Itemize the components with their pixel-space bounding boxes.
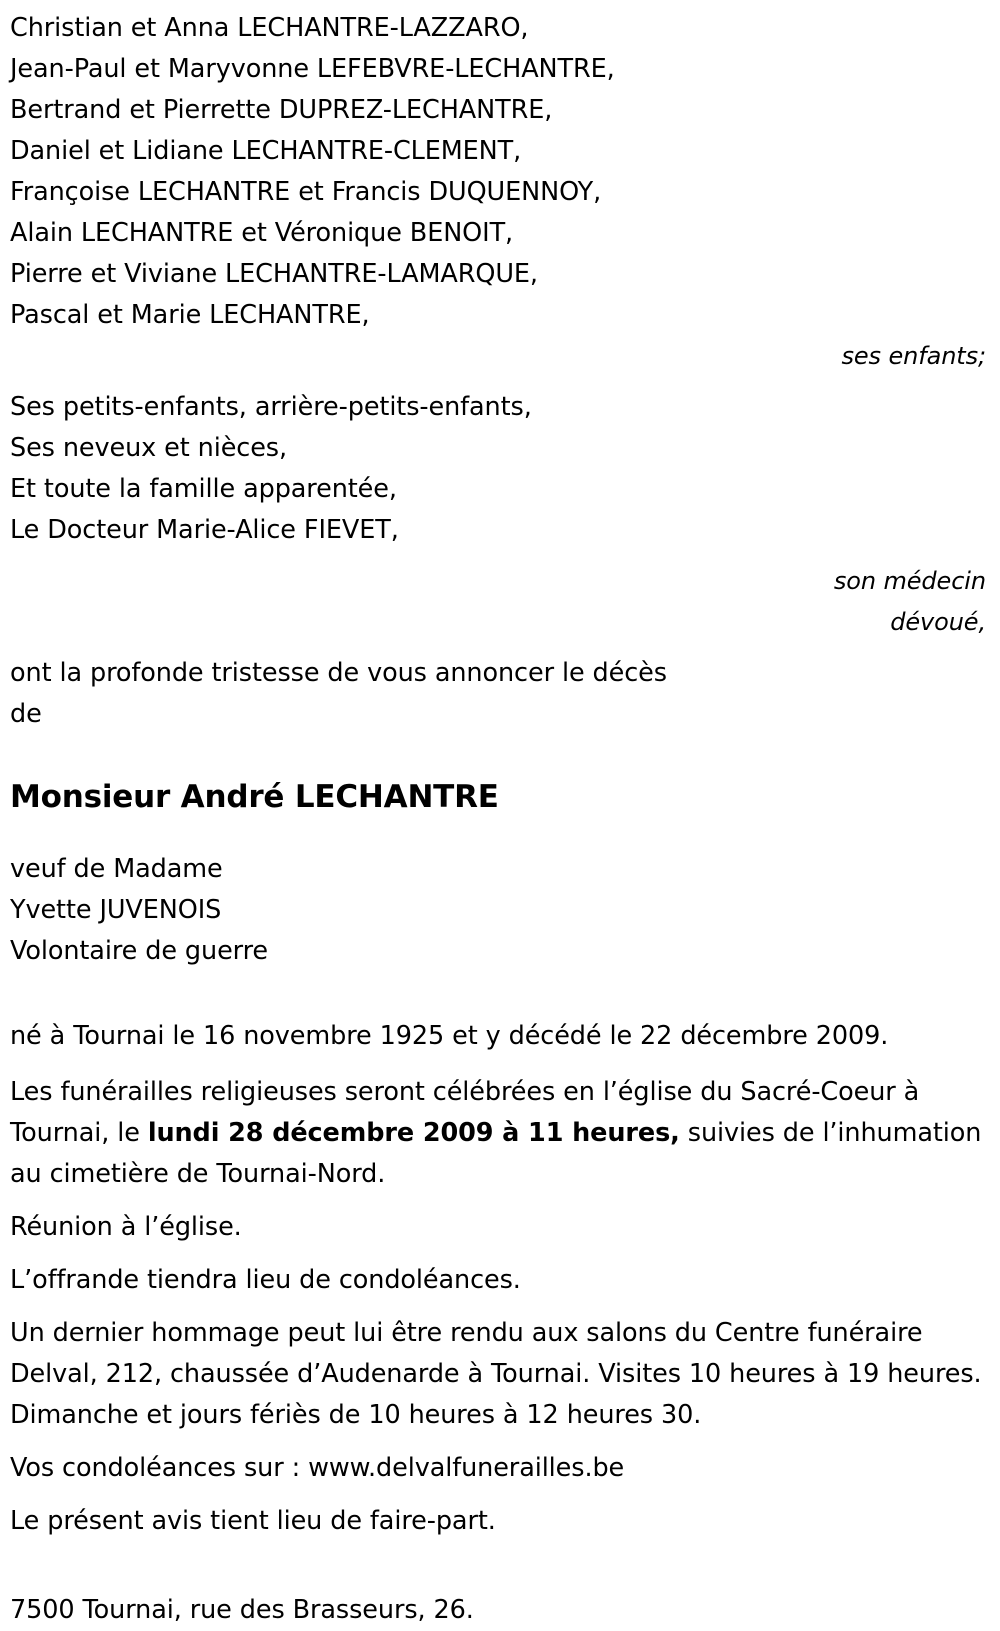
service-datetime: lundi 28 décembre 2009 à 11 heures, (147, 1118, 680, 1148)
gathering-paragraph: Réunion à l’église. (10, 1212, 242, 1242)
announcement-block (10, 643, 990, 735)
visitation-paragraph: Un dernier hommage peut lui être rendu aux salons du Centre funéraire Delval, 212, chaussée d’Audenarde à Tournai. Visites 10 heures à 19 heures. Dimanche et jours fériès de 10 heures à 12 heures 30. (10, 1318, 982, 1430)
family-name-line: Françoise LECHANTRE et Francis DUQUENNOY, (10, 177, 602, 207)
relatives-block (10, 377, 990, 551)
announcement-line-1: ont la profonde tristesse de vous annoncer le décès (10, 658, 667, 688)
family-name-line: Pascal et Marie LECHANTRE, (10, 300, 370, 330)
family-names-block (10, 0, 990, 336)
spouse-name: Yvette JUVENOIS (10, 895, 222, 925)
deceased-name: Monsieur André LECHANTRE (10, 779, 499, 815)
doctor-qualifier-line-2: dévoué, (890, 608, 986, 636)
family-name-line: Jean-Paul et Maryvonne LEFEBVRE-LECHANTRE, (10, 54, 615, 84)
notice-statement-paragraph: Le présent avis tient lieu de faire-part. (10, 1506, 496, 1536)
family-name-line: Alain LECHANTRE et Véronique BENOIT, (10, 218, 514, 248)
announcement-line-2: de (10, 699, 42, 729)
offering-paragraph: L’offrande tiendra lieu de condoléances. (10, 1265, 521, 1295)
birth-death-line: né à Tournai le 16 novembre 1925 et y décédé le 22 décembre 2009. (10, 1021, 889, 1051)
relative-line: Ses neveux et nièces, (10, 433, 287, 463)
spouse-intro: veuf de Madame (10, 854, 223, 884)
service-text-after: suivies de l’inhumation au cimetière de Tournai-Nord. (10, 1118, 982, 1189)
notice-body (10, 0, 990, 1631)
deceased-title: Volontaire de guerre (10, 936, 269, 966)
relative-line: Et toute la famille apparentée, (10, 474, 397, 504)
funeral-service-paragraph (10, 1057, 985, 1195)
children-qualifier: ses enfants; (841, 342, 986, 370)
family-name-line: Bertrand et Pierrette DUPREZ-LECHANTRE, (10, 95, 553, 125)
relative-line: Ses petits-enfants, arrière-petits-enfants, (10, 392, 532, 422)
service-text-before: Les funérailles religieuses seront célébrées en l’église du Sacré-Coeur à Tournai, le (10, 1077, 920, 1148)
family-name-line: Pierre et Viviane LECHANTRE-LAMARQUE, (10, 259, 538, 289)
family-name-line: Christian et Anna LECHANTRE-LAZZARO, (10, 13, 529, 43)
condolences-paragraph: Vos condoléances sur : www.delvalfunerailles.be (10, 1453, 625, 1483)
deceased-details-block (10, 817, 990, 972)
address-line: 7500 Tournai, rue des Brasseurs, 26. (10, 1595, 474, 1625)
doctor-line: Le Docteur Marie-Alice FIEVET, (10, 515, 399, 545)
doctor-qualifier-line-1: son médecin (833, 567, 986, 595)
family-name-line: Daniel et Lidiane LECHANTRE-CLEMENT, (10, 136, 522, 166)
